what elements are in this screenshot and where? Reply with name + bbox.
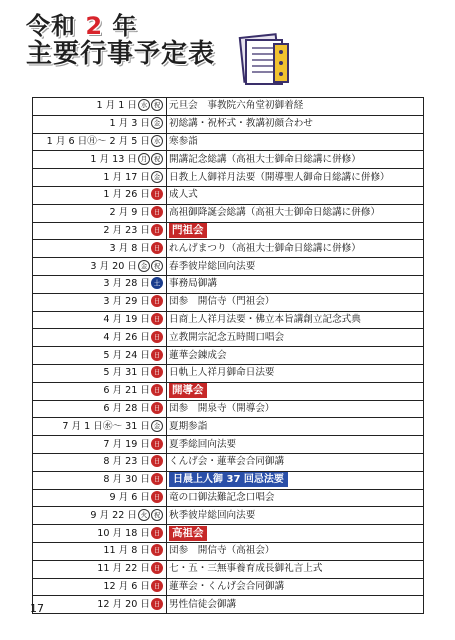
table-row [33, 115, 424, 133]
weekday-badge: 日 [151, 366, 163, 378]
event-cell [167, 222, 424, 240]
date-cell [33, 258, 167, 276]
title-year: 2 [85, 12, 104, 40]
date-cell [33, 275, 167, 293]
date-cell [33, 204, 167, 222]
event-cell [167, 418, 424, 436]
date-cell [33, 169, 167, 187]
event-text: 七・五・三無事養育成長御礼言上式 [169, 563, 323, 575]
event-text: 元旦会 事教院六角堂初御着経 [169, 100, 304, 112]
event-text: くんげ会・蓮華会合同御講 [169, 456, 285, 468]
weekday-badge: 月 [138, 153, 150, 165]
event-cell [167, 542, 424, 560]
table-row [33, 293, 424, 311]
table-row [33, 347, 424, 365]
table-row [33, 275, 424, 293]
event-text: 日晨上人御 37 回忌法要 [169, 472, 288, 487]
date-text: 1 月 26 日 [103, 189, 150, 201]
event-cell [167, 258, 424, 276]
date-cell [33, 98, 167, 116]
weekday-badge: 日 [151, 402, 163, 414]
event-text: 春季彼岸総回向法要 [169, 260, 256, 272]
event-cell [167, 471, 424, 489]
weekday-badge: 日 [151, 544, 163, 556]
date-cell [33, 382, 167, 400]
title-era: 令和 [26, 12, 76, 40]
event-text: 団参 開泉寺（開導会） [169, 402, 275, 414]
weekday-badge: 日 [151, 224, 163, 236]
event-text: 男性信徒会御講 [169, 598, 237, 610]
event-text: 門祖会 [169, 223, 207, 238]
title-main: 主要行事予定表 [26, 39, 216, 69]
event-text: 開講記念総講（高祖大士御命日総講に併修） [169, 153, 361, 165]
table-row [33, 329, 424, 347]
title-era-line [26, 14, 215, 38]
event-text: 日軌上人祥月御命日法要 [169, 367, 275, 379]
date-cell [33, 151, 167, 169]
event-cell [167, 453, 424, 471]
weekday-badge: 日 [151, 206, 163, 218]
date-cell [33, 186, 167, 204]
table-row [33, 186, 424, 204]
event-cell [167, 578, 424, 596]
date-cell [33, 489, 167, 507]
date-cell [33, 400, 167, 418]
date-text: 9 月 22 日 [90, 509, 137, 521]
table-row [33, 364, 424, 382]
event-text: 竜の口御法難記念口唱会 [169, 491, 275, 503]
table-row [33, 204, 424, 222]
date-cell [33, 507, 167, 525]
date-cell [33, 222, 167, 240]
date-text: 3 月 8 日 [109, 242, 150, 254]
binder-notebook-icon [236, 30, 296, 90]
date-text: 8 月 23 日 [103, 456, 150, 468]
date-text: 3 月 28 日 [103, 278, 150, 290]
date-text: 1 月 17 日 [103, 171, 150, 183]
event-cell [167, 275, 424, 293]
date-text: 12 月 20 日 [97, 598, 150, 610]
table-row [33, 311, 424, 329]
event-cell [167, 364, 424, 382]
date-cell [33, 525, 167, 543]
event-cell [167, 347, 424, 365]
date-text: 7 月 19 日 [103, 438, 150, 450]
event-text: 高祖御降誕会総講（高祖大士御命日総講に併修） [169, 207, 381, 219]
weekday-badge: 金 [151, 117, 163, 129]
date-text: 3 月 29 日 [103, 296, 150, 308]
event-cell [167, 382, 424, 400]
date-text: 6 月 21 日 [103, 385, 150, 397]
date-text: 7 月 1 日㊌～ 31 日 [62, 420, 150, 432]
weekday-badge: 火 [138, 509, 150, 521]
table-row [33, 169, 424, 187]
event-cell [167, 329, 424, 347]
event-cell [167, 525, 424, 543]
date-cell [33, 560, 167, 578]
event-text: 高祖会 [169, 526, 207, 541]
table-row [33, 489, 424, 507]
event-text: 団参 開信寺（高祖会） [169, 545, 275, 557]
event-text: 初総講・祝杯式・教講初顔合わせ [169, 118, 313, 130]
event-schedule-table [32, 97, 424, 614]
event-cell [167, 311, 424, 329]
table-row [33, 578, 424, 596]
date-cell [33, 347, 167, 365]
weekday-badge: 日 [151, 242, 163, 254]
table-row [33, 542, 424, 560]
date-cell [33, 471, 167, 489]
date-text: 6 月 28 日 [103, 402, 150, 414]
event-cell [167, 240, 424, 258]
date-text: 4 月 26 日 [103, 331, 150, 343]
event-cell [167, 186, 424, 204]
date-cell [33, 436, 167, 454]
date-text: 5 月 24 日 [103, 349, 150, 361]
table-row [33, 453, 424, 471]
table-row [33, 151, 424, 169]
event-text: 夏季総回向法要 [169, 438, 237, 450]
weekday-badge: 水 [151, 135, 163, 147]
date-text: 1 月 1 日 [96, 100, 137, 112]
table-row [33, 596, 424, 614]
event-text: 事務局御講 [169, 278, 217, 290]
weekday-badge: 金 [151, 420, 163, 432]
title-year-suffix: 年 [112, 12, 138, 40]
date-text: 11 月 8 日 [103, 545, 150, 557]
event-text: 立教開宗記念五時間口唱会 [169, 331, 285, 343]
weekday-badge: 日 [151, 384, 163, 396]
event-cell [167, 169, 424, 187]
holiday-badge: 祝 [151, 260, 163, 272]
event-text: 日教上人御祥月法要（開導聖人御命日総講に併修） [169, 171, 390, 183]
date-text: 1 月 3 日 [109, 118, 150, 130]
date-cell [33, 329, 167, 347]
date-cell [33, 418, 167, 436]
date-text: 1 月 13 日 [90, 153, 137, 165]
holiday-badge: 祝 [151, 99, 163, 111]
table-row [33, 258, 424, 276]
event-cell [167, 400, 424, 418]
event-text: 団参 開信寺（門祖会） [169, 296, 275, 308]
event-text: れんげまつり（高祖大士御命日総講に併修） [169, 242, 361, 254]
table-row [33, 98, 424, 116]
table-row [33, 507, 424, 525]
date-cell [33, 542, 167, 560]
weekday-badge: 日 [151, 598, 163, 610]
event-cell [167, 98, 424, 116]
date-text: 12 月 6 日 [103, 580, 150, 592]
date-text: 3 月 20 日 [90, 260, 137, 272]
date-cell [33, 453, 167, 471]
date-text: 1 月 6 日㊊～ 2 月 5 日 [46, 135, 150, 147]
event-text: 寒参詣 [169, 135, 198, 147]
weekday-badge: 日 [151, 313, 163, 325]
weekday-badge: 土 [151, 277, 163, 289]
event-text: 夏期参詣 [169, 420, 208, 432]
event-cell [167, 204, 424, 222]
table-row [33, 133, 424, 151]
date-cell [33, 240, 167, 258]
date-cell [33, 364, 167, 382]
event-cell [167, 293, 424, 311]
weekday-badge: 日 [151, 438, 163, 450]
event-cell [167, 596, 424, 614]
date-text: 9 月 6 日 [109, 491, 150, 503]
event-cell [167, 507, 424, 525]
event-cell [167, 436, 424, 454]
weekday-badge: 金 [138, 260, 150, 272]
event-text: 日商上人祥月法要・佛立本旨講創立記念式典 [169, 313, 361, 325]
date-text: 5 月 31 日 [103, 367, 150, 379]
event-cell [167, 133, 424, 151]
table-row [33, 240, 424, 258]
weekday-badge: 日 [151, 295, 163, 307]
table-row [33, 400, 424, 418]
weekday-badge: 日 [151, 527, 163, 539]
weekday-badge: 水 [138, 99, 150, 111]
weekday-badge: 金 [151, 171, 163, 183]
weekday-badge: 日 [151, 562, 163, 574]
weekday-badge: 日 [151, 580, 163, 592]
event-text: 蓮華会錬成会 [169, 349, 227, 361]
weekday-badge: 日 [151, 349, 163, 361]
event-cell [167, 115, 424, 133]
table-row [33, 436, 424, 454]
weekday-badge: 日 [151, 473, 163, 485]
table-row [33, 222, 424, 240]
date-cell [33, 115, 167, 133]
date-text: 8 月 30 日 [103, 474, 150, 486]
event-cell [167, 151, 424, 169]
weekday-badge: 日 [151, 188, 163, 200]
date-cell [33, 133, 167, 151]
table-row [33, 471, 424, 489]
weekday-badge: 日 [151, 491, 163, 503]
table-row [33, 418, 424, 436]
event-cell [167, 489, 424, 507]
event-text: 秋季彼岸総回向法要 [169, 509, 256, 521]
event-text: 開導会 [169, 383, 207, 398]
table-row [33, 382, 424, 400]
date-cell [33, 293, 167, 311]
date-cell [33, 596, 167, 614]
date-text: 10 月 18 日 [97, 527, 150, 539]
holiday-badge: 祝 [151, 153, 163, 165]
date-text: 4 月 19 日 [103, 313, 150, 325]
event-cell [167, 560, 424, 578]
holiday-badge: 祝 [151, 509, 163, 521]
date-text: 2 月 23 日 [103, 224, 150, 236]
date-cell [33, 311, 167, 329]
weekday-badge: 日 [151, 455, 163, 467]
date-cell [33, 578, 167, 596]
date-text: 2 月 9 日 [109, 207, 150, 219]
event-text: 蓮華会・くんげ会合同御講 [169, 580, 285, 592]
table-row [33, 560, 424, 578]
weekday-badge: 日 [151, 331, 163, 343]
event-text: 成人式 [169, 189, 198, 201]
date-text: 11 月 22 日 [97, 563, 150, 575]
page-title [26, 14, 215, 67]
page-number: 17 [30, 602, 44, 615]
table-row [33, 525, 424, 543]
